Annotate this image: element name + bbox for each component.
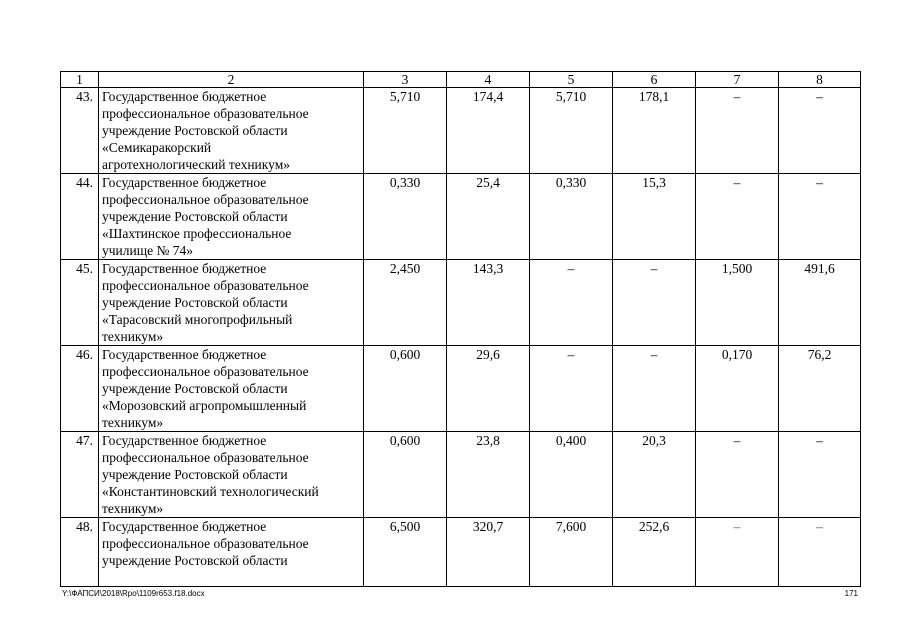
table-body	[61, 72, 861, 587]
footer-file-path: Y:\ФАПСИ\2018\Rpo\1109r653.f18.docx	[62, 589, 205, 598]
row-number: 48.	[61, 518, 99, 587]
institution-name-line: профессиональное образовательное	[102, 278, 309, 293]
table-row	[61, 432, 861, 518]
value-cell-col-4: 174,4	[447, 88, 530, 174]
institution-name-line: учреждение Ростовской области	[102, 467, 288, 482]
institution-name-line: «Семикаракорский	[102, 140, 212, 155]
value-cell-col-3: 5,710	[364, 88, 447, 174]
institution-name	[99, 518, 364, 587]
column-number: 6	[613, 72, 696, 88]
value-cell-col-5: 7,600	[530, 518, 613, 587]
institution-name-line: учреждение Ростовской области	[102, 209, 288, 224]
institution-name-line: профессиональное образовательное	[102, 536, 309, 551]
value-cell-col-6: –	[613, 346, 696, 432]
institution-name-line: Государственное бюджетное	[102, 433, 267, 448]
column-number: 3	[364, 72, 447, 88]
row-number: 46.	[61, 346, 99, 432]
value-cell-col-5: –	[530, 260, 613, 346]
institution-name-line: «Константиновский технологический	[102, 484, 319, 499]
column-number: 2	[99, 72, 364, 88]
institution-name	[99, 260, 364, 346]
table-row	[61, 518, 861, 587]
institution-name-line: «Тарасовский многопрофильный	[102, 312, 293, 327]
value-cell-col-6: 15,3	[613, 174, 696, 260]
data-table	[60, 71, 861, 587]
value-cell-col-7: –	[696, 518, 779, 587]
institution-name-line: училище № 74»	[102, 243, 193, 258]
column-number: 4	[447, 72, 530, 88]
value-cell-col-6: 252,6	[613, 518, 696, 587]
institution-name	[99, 346, 364, 432]
value-cell-col-6: 178,1	[613, 88, 696, 174]
table-row	[61, 260, 861, 346]
column-number: 5	[530, 72, 613, 88]
value-cell-col-7: 0,170	[696, 346, 779, 432]
institution-name-line: профессиональное образовательное	[102, 106, 309, 121]
institution-name-line: Государственное бюджетное	[102, 261, 267, 276]
value-cell-col-6: –	[613, 260, 696, 346]
value-cell-col-4: 143,3	[447, 260, 530, 346]
value-cell-col-8: –	[779, 88, 861, 174]
column-number: 1	[61, 72, 99, 88]
value-cell-col-5: 5,710	[530, 88, 613, 174]
value-cell-col-7: –	[696, 432, 779, 518]
value-cell-col-8: –	[779, 518, 861, 587]
value-cell-col-3: 6,500	[364, 518, 447, 587]
institution-name-line: техникум»	[102, 329, 164, 344]
institution-name-line: техникум»	[102, 415, 164, 430]
institution-name-line: учреждение Ростовской области	[102, 553, 288, 568]
institution-name-line: профессиональное образовательное	[102, 364, 309, 379]
value-cell-col-3: 2,450	[364, 260, 447, 346]
table-row	[61, 88, 861, 174]
institution-name-line: Государственное бюджетное	[102, 175, 267, 190]
value-cell-col-4: 23,8	[447, 432, 530, 518]
row-number: 45.	[61, 260, 99, 346]
institution-name-line: учреждение Ростовской области	[102, 381, 288, 396]
row-number: 44.	[61, 174, 99, 260]
value-cell-col-3: 0,330	[364, 174, 447, 260]
value-cell-col-4: 320,7	[447, 518, 530, 587]
value-cell-col-6: 20,3	[613, 432, 696, 518]
institution-name-line: «Шахтинское профессиональное	[102, 226, 292, 241]
row-number: 43.	[61, 88, 99, 174]
value-cell-col-3: 0,600	[364, 346, 447, 432]
institution-name	[99, 432, 364, 518]
institution-name-line: агротехнологический техникум»	[102, 157, 290, 172]
value-cell-col-8: –	[779, 432, 861, 518]
column-number: 7	[696, 72, 779, 88]
value-cell-col-5: 0,330	[530, 174, 613, 260]
value-cell-col-7: 1,500	[696, 260, 779, 346]
value-cell-col-7: –	[696, 88, 779, 174]
institution-name	[99, 174, 364, 260]
institution-name-line: техникум»	[102, 501, 164, 516]
value-cell-col-5: –	[530, 346, 613, 432]
value-cell-col-3: 0,600	[364, 432, 447, 518]
row-number: 47.	[61, 432, 99, 518]
institution-name-line: учреждение Ростовской области	[102, 123, 288, 138]
column-number-row	[61, 72, 861, 88]
value-cell-col-4: 29,6	[447, 346, 530, 432]
institution-name-line: «Морозовский агропромышленный	[102, 398, 307, 413]
institution-name	[99, 88, 364, 174]
table-row	[61, 174, 861, 260]
institution-name-line: учреждение Ростовской области	[102, 295, 288, 310]
table-row	[61, 346, 861, 432]
value-cell-col-7: –	[696, 174, 779, 260]
value-cell-col-4: 25,4	[447, 174, 530, 260]
institution-name-line: профессиональное образовательное	[102, 192, 309, 207]
value-cell-col-5: 0,400	[530, 432, 613, 518]
value-cell-col-8: 491,6	[779, 260, 861, 346]
value-cell-col-8: 76,2	[779, 346, 861, 432]
institution-name-line: Государственное бюджетное	[102, 519, 267, 534]
institution-name-line: профессиональное образовательное	[102, 450, 309, 465]
institution-name-line: Государственное бюджетное	[102, 347, 267, 362]
footer-page-number: 171	[844, 589, 858, 598]
institution-name-line: Государственное бюджетное	[102, 89, 267, 104]
column-number: 8	[779, 72, 861, 88]
value-cell-col-8: –	[779, 174, 861, 260]
